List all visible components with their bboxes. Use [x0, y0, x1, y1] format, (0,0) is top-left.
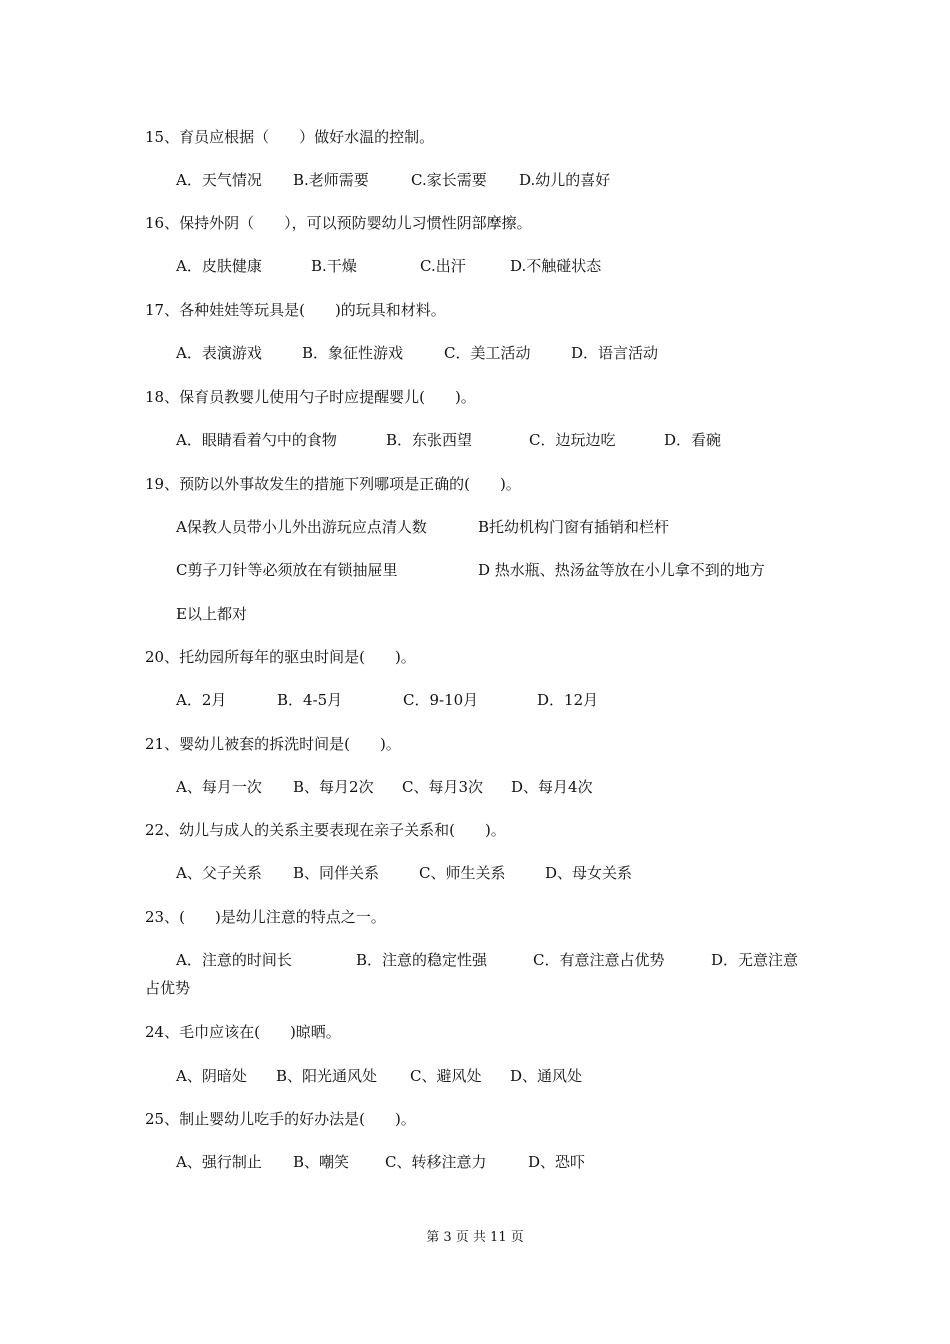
option: C．美工活动 — [444, 344, 531, 362]
option: B．象征性游戏 — [302, 344, 404, 362]
option: D．12月 — [537, 691, 599, 709]
option: D、通风处 — [510, 1067, 583, 1085]
option: C．9-10月 — [403, 691, 479, 709]
question-stem: 15、育员应根据（ ）做好水温的控制。 — [145, 128, 435, 146]
question-options — [176, 430, 721, 450]
question-options — [176, 1152, 585, 1172]
option: C、转移注意力 — [385, 1153, 487, 1171]
option: D 热水瓶、热汤盆等放在小儿拿不到的地方 — [478, 561, 765, 579]
question-stem: 25、制止婴幼儿吃手的好办法是( )。 — [145, 1110, 416, 1128]
option: B、阳光通风处 — [276, 1067, 378, 1085]
option: C.出汗 — [420, 257, 466, 275]
question-options — [176, 950, 798, 970]
option: D、母女关系 — [545, 864, 633, 882]
option: A、每月一次 — [176, 778, 262, 796]
question-stem: 23、( )是幼儿注意的特点之一。 — [145, 908, 386, 926]
question-options — [176, 343, 658, 363]
option: B．注意的稳定性强 — [356, 951, 488, 969]
option: D．无意注意 — [711, 951, 799, 969]
question-options — [176, 560, 765, 580]
option: C、师生关系 — [419, 864, 506, 882]
option: C剪子刀针等必须放在有锁抽屉里 — [176, 561, 398, 579]
option: B．4-5月 — [277, 691, 343, 709]
option: A、阴暗处 — [176, 1067, 247, 1085]
page-footer: 第 3 页 共 11 页 — [426, 1230, 524, 1245]
question-options — [176, 517, 669, 537]
question-stem: 16、保持外阴（ ），可以预防婴幼儿习惯性阴部摩擦。 — [145, 214, 532, 232]
option: A、父子关系 — [176, 864, 262, 882]
question-stem: 24、毛巾应该在( )晾晒。 — [145, 1023, 341, 1041]
question-options — [176, 863, 632, 883]
option: B、同伴关系 — [293, 864, 380, 882]
option: B托幼机构门窗有插销和栏杆 — [478, 518, 670, 536]
option: B．东张西望 — [386, 431, 473, 449]
option: A．2月 — [176, 691, 227, 709]
option: B、每月2次 — [293, 778, 374, 796]
option: C.家长需要 — [411, 171, 487, 189]
option: A保教人员带小儿外出游玩应点清人数 — [176, 518, 427, 536]
option: D．看碗 — [664, 431, 722, 449]
option-wrap-text: 占优势 — [145, 979, 191, 997]
option: A．注意的时间长 — [176, 951, 292, 969]
option: D、恐吓 — [528, 1153, 586, 1171]
option: B、嘲笑 — [293, 1153, 350, 1171]
option: D.幼儿的喜好 — [519, 171, 611, 189]
question-stem: 21、婴幼儿被套的拆洗时间是( )。 — [145, 735, 401, 753]
option: C、每月3次 — [402, 778, 484, 796]
option: D．语言活动 — [571, 344, 659, 362]
question-stem: 20、托幼园所每年的驱虫时间是( )。 — [145, 648, 416, 666]
question-stem: 17、各种娃娃等玩具是( )的玩具和材料。 — [145, 301, 446, 319]
option: D.不触碰状态 — [510, 257, 602, 275]
option: E以上都对 — [176, 605, 247, 623]
option: C．有意注意占优势 — [533, 951, 665, 969]
question-stem: 18、保育员教婴儿使用勺子时应提醒婴儿( )。 — [145, 388, 476, 406]
option: A．表演游戏 — [176, 344, 262, 362]
question-options — [176, 256, 601, 276]
option: C．边玩边吃 — [529, 431, 616, 449]
option: A．天气情况 — [176, 171, 262, 189]
question-options — [176, 777, 593, 797]
question-options — [176, 690, 598, 710]
option: B.老师需要 — [293, 171, 369, 189]
question-options — [176, 170, 610, 190]
question-stem: 22、幼儿与成人的关系主要表现在亲子关系和( )。 — [145, 821, 506, 839]
option: A．皮肤健康 — [176, 257, 262, 275]
option: A．眼睛看着勺中的食物 — [176, 431, 337, 449]
question-stem: 19、预防以外事故发生的措施下列哪项是正确的( )。 — [145, 475, 521, 493]
question-options — [176, 1066, 582, 1086]
question-options — [176, 604, 247, 624]
option: D、每月4次 — [511, 778, 593, 796]
option: A、强行制止 — [176, 1153, 262, 1171]
option: C、避风处 — [410, 1067, 482, 1085]
option: B.干燥 — [311, 257, 357, 275]
